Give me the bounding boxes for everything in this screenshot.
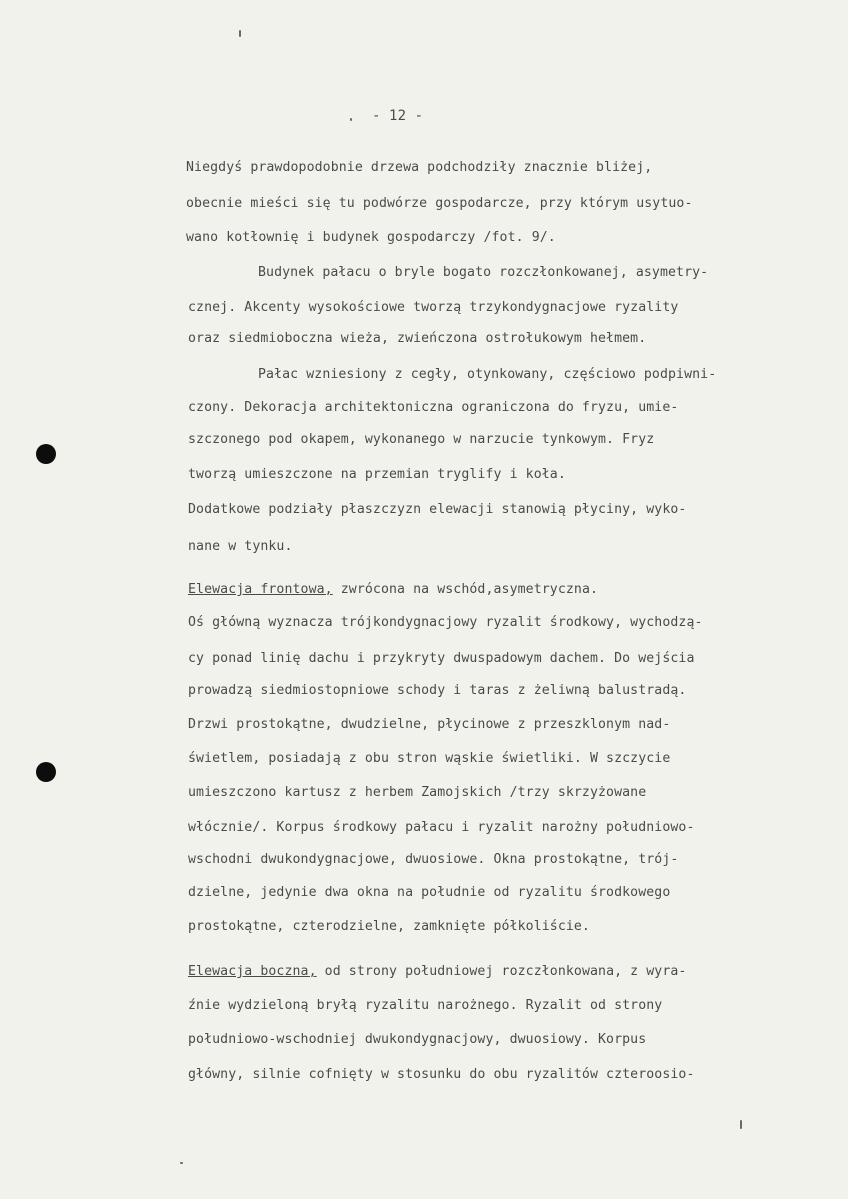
text-line: włócznie/. Korpus środkowy pałacu i ryzalit narożny południowo- xyxy=(188,820,695,835)
text-line: Dodatkowe podziały płaszczyzn elewacji stanowią płyciny, wyko- xyxy=(188,502,687,517)
text-line: Oś główną wyznacza trójkondygnacjowy ryzalit środkowy, wychodzą- xyxy=(188,615,703,630)
text-line: obecnie mieści się tu podwórze gospodarcze, przy którym usytuo- xyxy=(186,196,693,211)
text-line: wano kotłownię i budynek gospodarczy /fot. 9/. xyxy=(186,230,556,245)
text-line: tworzą umieszczone na przemian tryglify i koła. xyxy=(188,467,566,482)
text-line: umieszczono kartusz z herbem Zamojskich /trzy skrzyżowane xyxy=(188,785,647,800)
text-line: oraz siedmioboczna wieża, zwieńczona ostrołukowym hełmem. xyxy=(188,331,647,346)
punch-hole-lower xyxy=(36,762,56,782)
text-line: szczonego pod okapem, wykonanego w narzucie tynkowym. Fryz xyxy=(188,432,655,447)
text-line: czony. Dekoracja architektoniczna ograniczona do fryzu, umie- xyxy=(188,400,679,415)
text-line: źnie wydzieloną bryłą ryzalitu narożnego. Ryzalit od strony xyxy=(188,998,663,1013)
section-heading-front-elevation: Elewacja frontowa, xyxy=(188,582,333,597)
section-heading-line xyxy=(188,583,598,596)
text-line: cznej. Akcenty wysokościowe tworzą trzykondygnacjowe ryzality xyxy=(188,300,679,315)
section-heading-line xyxy=(188,965,686,978)
text-line: dzielne, jedynie dwa okna na południe od ryzalitu środkowego xyxy=(188,885,671,900)
paper-speck xyxy=(350,118,352,121)
paper-speck xyxy=(740,1120,742,1129)
text-fragment: od strony południowej rozczłonkowana, z wyra- xyxy=(316,964,687,979)
page-number: - 12 - xyxy=(372,108,424,124)
text-line: Pałac wzniesiony z cegły, otynkowany, częściowo podpiwni- xyxy=(258,367,717,382)
text-line: cy ponad linię dachu i przykryty dwuspadowym dachem. Do wejścia xyxy=(188,651,695,666)
text-line: Niegdyś prawdopodobnie drzewa podchodziły znacznie bliżej, xyxy=(186,160,653,175)
paper-speck xyxy=(239,30,241,37)
punch-hole-upper xyxy=(36,444,56,464)
text-line: Budynek pałacu o bryle bogato rozczłonkowanej, asymetry- xyxy=(258,265,709,280)
text-line: nane w tynku. xyxy=(188,539,293,554)
text-line: świetlem, posiadają z obu stron wąskie świetliki. W szczycie xyxy=(188,751,671,766)
text-line: główny, silnie cofnięty w stosunku do obu ryzalitów czteroosio- xyxy=(188,1067,695,1082)
text-line: południowo-wschodniej dwukondygnacjowy, dwuosiowy. Korpus xyxy=(188,1032,647,1047)
text-line: prowadzą siedmiostopniowe schody i taras z żeliwną balustradą. xyxy=(188,683,687,698)
text-line: wschodni dwukondygnacjowe, dwuosiowe. Okna prostokątne, trój- xyxy=(188,852,679,867)
text-fragment: zwrócona na wschód,asymetryczna. xyxy=(332,582,599,597)
section-heading-side-elevation: Elewacja boczna, xyxy=(188,964,317,979)
text-line: Drzwi prostokątne, dwudzielne, płycinowe z przeszklonym nad- xyxy=(188,717,671,732)
paper-speck xyxy=(180,1162,183,1164)
text-line: prostokątne, czterodzielne, zamknięte półkoliście. xyxy=(188,919,590,934)
